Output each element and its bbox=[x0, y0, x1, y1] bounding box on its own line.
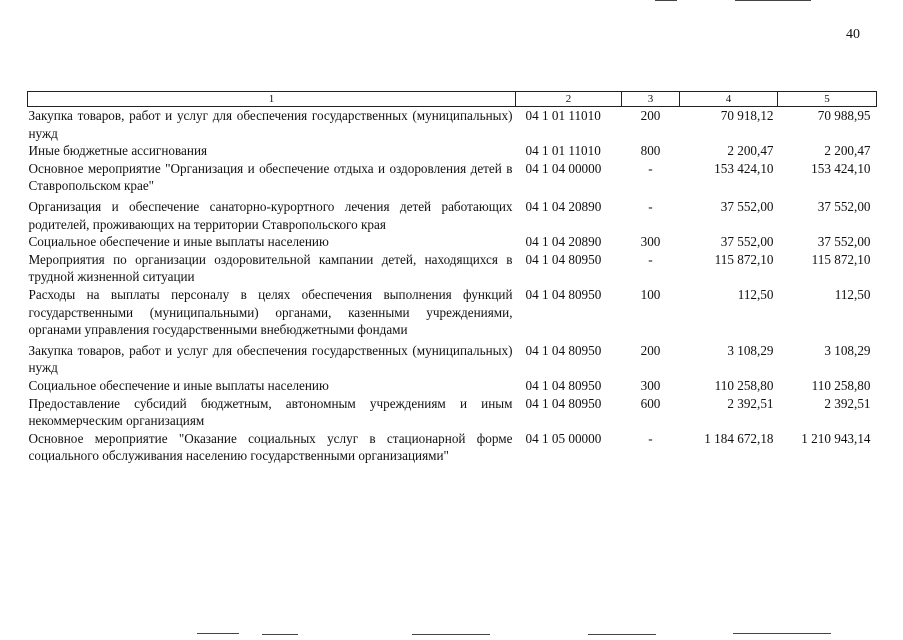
row-type: 300 bbox=[640, 377, 661, 393]
row-code: 04 1 04 20890 bbox=[525, 234, 602, 250]
row-amount-2: 2 392,51 bbox=[824, 395, 871, 411]
row-amount-1: 1 184 672,18 bbox=[704, 430, 774, 446]
scan-artifact bbox=[197, 633, 239, 634]
row-name: Иные бюджетные ассигнования bbox=[28, 143, 208, 159]
row-amount-2: 70 988,95 bbox=[817, 108, 871, 123]
table-row bbox=[28, 286, 877, 339]
row-amount-1: 2 392,51 bbox=[727, 395, 774, 411]
table-row bbox=[28, 430, 877, 465]
scan-artifact bbox=[733, 633, 831, 634]
row-amount-2: 110 258,80 bbox=[811, 377, 871, 393]
row-code: 04 1 04 20890 bbox=[525, 198, 602, 214]
row-amount-2: 3 108,29 bbox=[824, 342, 871, 358]
table-row bbox=[28, 233, 877, 251]
row-type: 200 bbox=[640, 108, 661, 123]
table-row bbox=[28, 195, 877, 233]
scan-artifact bbox=[262, 634, 298, 635]
row-name: Социальное обеспечение и иные выплаты населению bbox=[28, 234, 329, 250]
header-col-2: 2 bbox=[516, 92, 622, 107]
row-amount-2: 1 210 943,14 bbox=[801, 430, 871, 446]
row-name: Организация и обеспечение санаторно-курортного лечения детей работающих родителей, проживающих на территории Ставропольского края bbox=[28, 198, 513, 232]
row-code: 04 1 04 00000 bbox=[525, 160, 602, 176]
scan-artifact bbox=[735, 0, 811, 1]
row-type: 300 bbox=[640, 234, 661, 250]
row-name: Социальное обеспечение и иные выплаты населению bbox=[28, 377, 329, 393]
table-row bbox=[28, 107, 877, 143]
row-amount-2: 2 200,47 bbox=[824, 143, 871, 159]
row-code: 04 1 04 80950 bbox=[525, 251, 602, 267]
row-name: Основное мероприятие "Организация и обеспечение отдыха и оздоровления детей в Ставропольском крае" bbox=[28, 160, 513, 194]
row-amount-2: 37 552,00 bbox=[817, 234, 871, 250]
row-amount-1: 3 108,29 bbox=[727, 342, 774, 358]
row-name: Мероприятия по организации оздоровительной кампании детей, находящихся в трудной жизненной ситуации bbox=[28, 251, 513, 285]
row-name: Предоставление субсидий бюджетным, автономным учреждениям и иным некоммерческим организациям bbox=[28, 395, 513, 429]
table-row bbox=[28, 142, 877, 160]
row-type: 200 bbox=[640, 342, 661, 358]
budget-table bbox=[27, 91, 877, 465]
scan-artifact bbox=[655, 0, 677, 1]
row-amount-2: 153 424,10 bbox=[811, 160, 871, 176]
row-type: 600 bbox=[640, 395, 661, 411]
row-amount-1: 2 200,47 bbox=[727, 143, 774, 159]
row-amount-1: 115 872,10 bbox=[714, 251, 774, 267]
header-col-5: 5 bbox=[778, 92, 877, 107]
row-amount-1: 37 552,00 bbox=[720, 234, 774, 250]
row-type: 100 bbox=[640, 286, 661, 302]
row-code: 04 1 01 11010 bbox=[525, 143, 601, 159]
scan-artifact bbox=[588, 634, 656, 635]
row-name: Закупка товаров, работ и услуг для обеспечения государственных (муниципальных) нужд bbox=[28, 342, 513, 376]
row-code: 04 1 04 80950 bbox=[525, 342, 602, 358]
header-col-1: 1 bbox=[28, 92, 516, 107]
row-name: Основное мероприятие "Оказание социальных услуг в стационарной форме социального обслуживания населению государственными организациями" bbox=[28, 430, 513, 464]
row-amount-2: 115 872,10 bbox=[811, 251, 871, 267]
row-amount-1: 112,50 bbox=[737, 286, 774, 302]
row-code: 04 1 01 11010 bbox=[525, 108, 601, 123]
row-amount-1: 70 918,12 bbox=[720, 108, 774, 123]
row-type: 800 bbox=[640, 143, 661, 159]
table-header-row bbox=[28, 92, 877, 107]
page-number: 40 bbox=[846, 27, 860, 42]
row-amount-1: 110 258,80 bbox=[714, 377, 774, 393]
table-row bbox=[28, 339, 877, 377]
header-col-4: 4 bbox=[680, 92, 778, 107]
row-code: 04 1 04 80950 bbox=[525, 286, 602, 302]
row-type: - bbox=[648, 198, 653, 214]
row-type: - bbox=[648, 430, 653, 446]
scan-artifact bbox=[412, 634, 490, 635]
table-row bbox=[28, 395, 877, 430]
table-row bbox=[28, 251, 877, 286]
row-code: 04 1 05 00000 bbox=[525, 430, 602, 446]
row-code: 04 1 04 80950 bbox=[525, 395, 602, 411]
row-name: Закупка товаров, работ и услуг для обеспечения государственных (муниципальных) нужд bbox=[28, 108, 513, 141]
row-type: - bbox=[648, 160, 653, 176]
row-amount-1: 153 424,10 bbox=[714, 160, 774, 176]
row-amount-2: 112,50 bbox=[834, 286, 871, 302]
header-col-3: 3 bbox=[622, 92, 680, 107]
row-name: Расходы на выплаты персоналу в целях обеспечения выполнения функций государственными (муниципальными) органами, казенными учреждениями, органами управления государственными внебюджетными фондами bbox=[28, 286, 513, 338]
row-amount-1: 37 552,00 bbox=[720, 198, 774, 214]
row-code: 04 1 04 80950 bbox=[525, 377, 602, 393]
table-row bbox=[28, 160, 877, 195]
row-amount-2: 37 552,00 bbox=[817, 198, 871, 214]
row-type: - bbox=[648, 251, 653, 267]
table-row bbox=[28, 377, 877, 395]
